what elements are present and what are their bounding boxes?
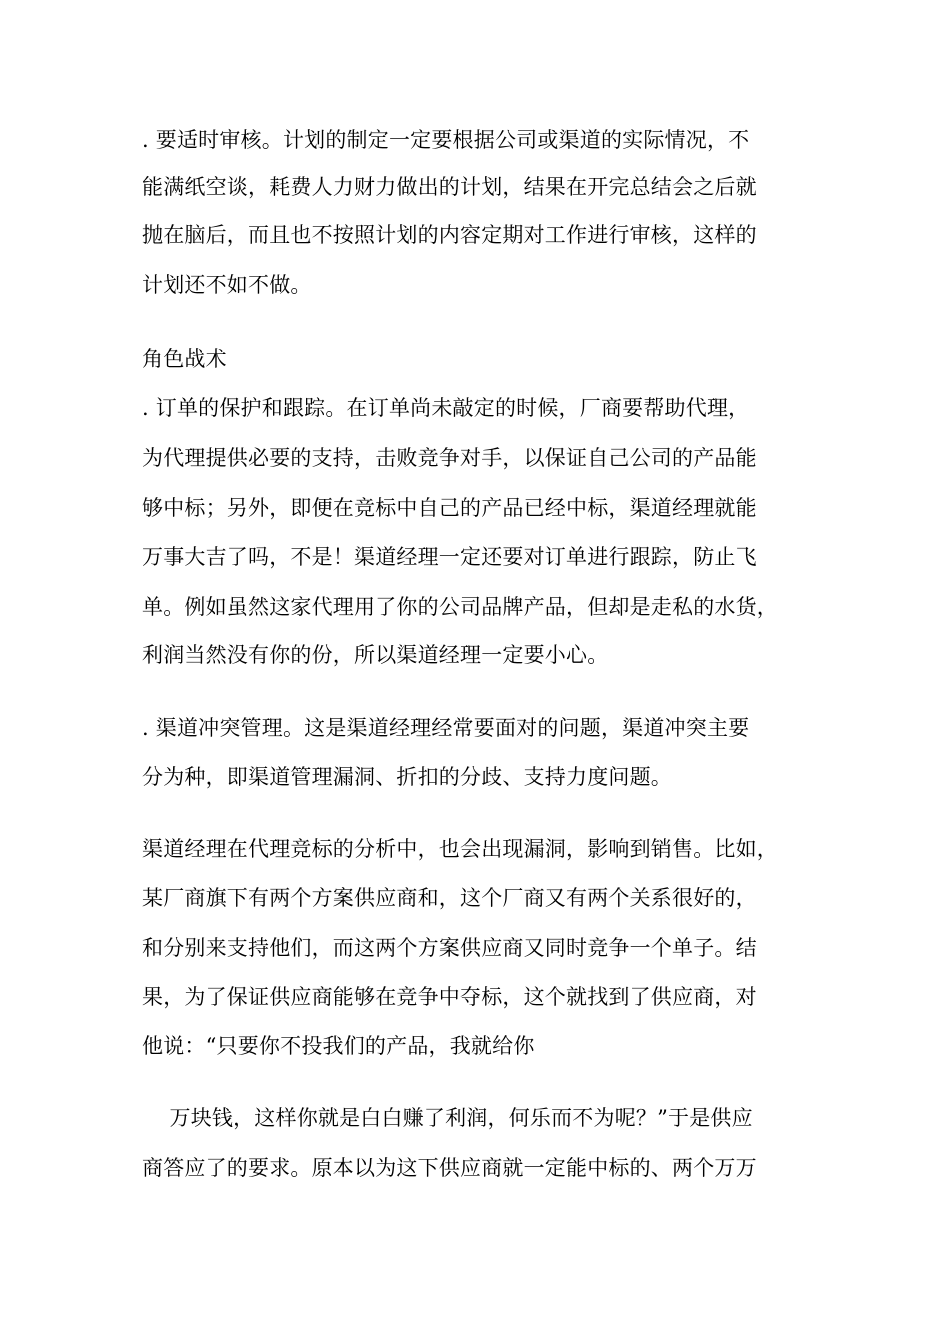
text-line: 够中标；另外，即便在竞标中自己的产品已经中标，渠道经理就能 (142, 496, 757, 520)
text-line: 商答应了的要求。原本以为这下供应商就一定能中标的、两个万万 (142, 1156, 757, 1180)
text-line: 和分别来支持他们，而这两个方案供应商又同时竞争一个单子。结 (142, 936, 757, 960)
text-line: 果，为了保证供应商能够在竞争中夺标，这个就找到了供应商，对 (142, 985, 757, 1009)
text-line: 抛在脑后，而且也不按照计划的内容定期对工作进行审核，这样的 (142, 223, 757, 247)
text-line: 万事大吉了吗，不是！渠道经理一定还要对订单进行跟踪，防止飞 (142, 545, 757, 569)
text-line: 他说：“只要你不投我们的产品，我就给你 (142, 1034, 535, 1058)
text-line: . 订单的保护和跟踪。在订单尚未敲定的时候，厂商要帮助代理， (142, 396, 750, 420)
text-line: 计划还不如不做。 (142, 273, 312, 297)
text-line: 分为种，即渠道管理漏洞、折扣的分歧、支持力度问题。 (142, 765, 672, 789)
text-line: 利润当然没有你的份，所以渠道经理一定要小心。 (142, 643, 609, 667)
text-line: 为代理提供必要的支持，击败竞争对手，以保证自己公司的产品能 (142, 446, 757, 470)
text-line: 能满纸空谈，耗费人力财力做出的计划，结果在开完总结会之后就 (142, 175, 757, 199)
text-line: . 渠道冲突管理。这是渠道经理经常要面对的问题，渠道冲突主要 (142, 716, 750, 740)
text-line: 某厂商旗下有两个方案供应商和，这个厂商又有两个关系很好的， (142, 886, 757, 910)
text-line: 单。例如虽然这家代理用了你的公司品牌产品，但却是走私的水货， (142, 595, 778, 619)
text-line: 渠道经理在代理竞标的分析中，也会出现漏洞，影响到销售。比如， (142, 837, 778, 861)
section-heading: 角色战术 (142, 347, 227, 371)
text-line: 万块钱，这样你就是白白赚了利润，何乐而不为呢？”于是供应 (142, 1106, 753, 1130)
text-line: . 要适时审核。计划的制定一定要根据公司或渠道的实际情况，不 (142, 128, 750, 152)
